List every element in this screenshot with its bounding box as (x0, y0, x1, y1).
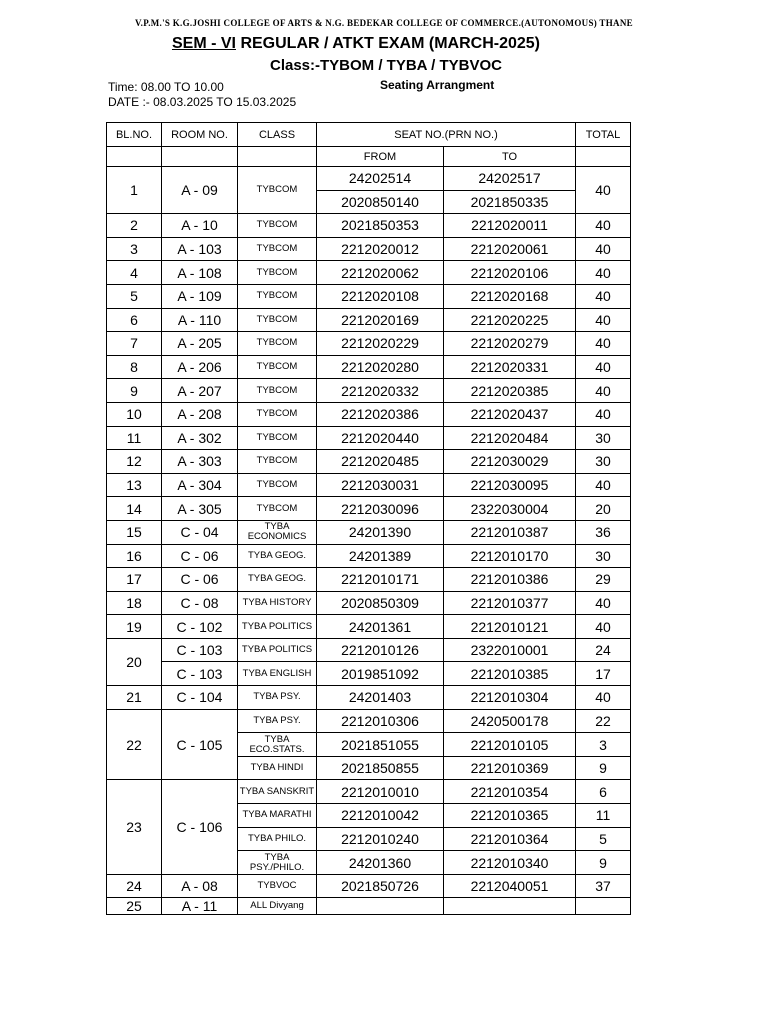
class-name: TYBCOM (238, 497, 317, 521)
bl-no: 9 (107, 379, 162, 403)
class-name: TYBA PSY./PHILO. (238, 851, 317, 875)
seat-from: 24201389 (317, 544, 444, 568)
class-name: TYBVOC (238, 874, 317, 898)
seat-to: 2212010387 (444, 520, 576, 544)
seat-from: 2019851092 (317, 662, 444, 686)
bl-no: 23 (107, 780, 162, 874)
class-name: TYBA POLITICS (238, 615, 317, 639)
class-name: TYBA PSY. (238, 686, 317, 710)
table-row (107, 568, 631, 592)
table-row (107, 332, 631, 356)
seat-to: 2212020168 (444, 284, 576, 308)
class-line: Class:-TYBOM / TYBA / TYBVOC (270, 57, 502, 74)
seat-from: 2212010042 (317, 804, 444, 828)
seat-to: 2212010354 (444, 780, 576, 804)
table-row (107, 615, 631, 639)
table-row (107, 214, 631, 238)
bl-no: 7 (107, 332, 162, 356)
exam-semester: SEM - VI (171, 35, 236, 52)
total-count: 30 (576, 544, 631, 568)
table-row (107, 638, 631, 662)
room-no: A - 108 (162, 261, 238, 285)
class-name: TYBCOM (238, 402, 317, 426)
table-row (107, 874, 631, 898)
table-row (107, 662, 631, 686)
table-row (107, 402, 631, 426)
seat-from: 2212020062 (317, 261, 444, 285)
total-count: 9 (576, 756, 631, 780)
header-total: TOTAL (576, 123, 631, 147)
seat-to: 2212010386 (444, 568, 576, 592)
subheader-empty (107, 147, 162, 167)
total-count: 40 (576, 167, 631, 214)
total-count: 24 (576, 638, 631, 662)
bl-no: 3 (107, 237, 162, 261)
seat-to: 2212020484 (444, 426, 576, 450)
room-no: A - 206 (162, 355, 238, 379)
class-name: TYBCOM (238, 379, 317, 403)
class-name: TYBA POLITICS (238, 638, 317, 662)
bl-no: 17 (107, 568, 162, 592)
header-class: CLASS (238, 123, 317, 147)
bl-no: 6 (107, 308, 162, 332)
room-no: C - 102 (162, 615, 238, 639)
seat-to: 2212010369 (444, 756, 576, 780)
total-count: 40 (576, 214, 631, 238)
seat-from: 24202514 (317, 167, 444, 191)
room-no: C - 08 (162, 591, 238, 615)
total-count: 37 (576, 874, 631, 898)
seat-from: 2212020440 (317, 426, 444, 450)
seat-from: 2212020280 (317, 355, 444, 379)
room-no: C - 06 (162, 544, 238, 568)
table-row (107, 355, 631, 379)
room-no: A - 305 (162, 497, 238, 521)
exam-title-rest: REGULAR / ATKT EXAM (MARCH-2025) (236, 35, 541, 52)
seat-from: 2021851055 (317, 733, 444, 757)
seat-from: 2212020012 (317, 237, 444, 261)
header-from: FROM (317, 147, 444, 167)
table-row (107, 898, 631, 915)
seating-heading: Seating Arrangment (380, 78, 495, 92)
class-name: TYBCOM (238, 355, 317, 379)
class-name: TYBCOM (238, 450, 317, 474)
bl-no: 18 (107, 591, 162, 615)
seat-from (317, 898, 444, 915)
seat-from: 2020850140 (317, 190, 444, 214)
class-name: TYBA HISTORY (238, 591, 317, 615)
class-name: TYBA ECO.STATS. (238, 733, 317, 757)
bl-no: 21 (107, 686, 162, 710)
seat-from: 2021850726 (317, 874, 444, 898)
table-row (107, 284, 631, 308)
total-count: 6 (576, 780, 631, 804)
table-row (107, 450, 631, 474)
class-name: TYBA PSY. (238, 709, 317, 733)
class-name: TYBA GEOG. (238, 568, 317, 592)
seat-to: 24202517 (444, 167, 576, 191)
room-no: C - 106 (162, 780, 238, 874)
table-row (107, 497, 631, 521)
header-to: TO (444, 147, 576, 167)
seat-to: 2212030095 (444, 473, 576, 497)
class-name: TYBA MARATHI (238, 804, 317, 828)
bl-no: 8 (107, 355, 162, 379)
table-row (107, 473, 631, 497)
table-row (107, 426, 631, 450)
table-row (107, 261, 631, 285)
seat-to: 2212020385 (444, 379, 576, 403)
class-name: TYBA GEOG. (238, 544, 317, 568)
bl-no: 13 (107, 473, 162, 497)
seat-to: 2212010364 (444, 827, 576, 851)
total-count: 40 (576, 686, 631, 710)
room-no: A - 103 (162, 237, 238, 261)
class-name: TYBCOM (238, 473, 317, 497)
total-count: 40 (576, 402, 631, 426)
class-name: TYBCOM (238, 167, 317, 214)
class-name: TYBA ECONOMICS (238, 520, 317, 544)
room-no: C - 04 (162, 520, 238, 544)
room-no: A - 302 (162, 426, 238, 450)
bl-no: 20 (107, 638, 162, 685)
room-no: A - 304 (162, 473, 238, 497)
total-count: 29 (576, 568, 631, 592)
bl-no: 24 (107, 874, 162, 898)
seat-to: 2212020011 (444, 214, 576, 238)
seat-from: 2212030096 (317, 497, 444, 521)
header-seat-no: SEAT NO.(PRN NO.) (317, 123, 576, 147)
bl-no: 11 (107, 426, 162, 450)
total-count: 40 (576, 261, 631, 285)
room-no: A - 303 (162, 450, 238, 474)
table-body (107, 167, 631, 915)
table-row (107, 709, 631, 733)
total-count: 40 (576, 355, 631, 379)
room-no: C - 104 (162, 686, 238, 710)
bl-no: 22 (107, 709, 162, 780)
class-name: TYBA SANSKRIT (238, 780, 317, 804)
total-count (576, 898, 631, 915)
seating-table (106, 122, 631, 915)
seat-from: 2212020108 (317, 284, 444, 308)
seat-from: 2212010306 (317, 709, 444, 733)
seat-to: 2322010001 (444, 638, 576, 662)
seat-from: 2021850855 (317, 756, 444, 780)
seat-to: 2212030029 (444, 450, 576, 474)
seat-to: 2212010340 (444, 851, 576, 875)
room-no: A - 109 (162, 284, 238, 308)
seat-to: 2212020331 (444, 355, 576, 379)
exam-time: Time: 08.00 TO 10.00 (108, 80, 224, 94)
subheader-empty (238, 147, 317, 167)
room-no: A - 208 (162, 402, 238, 426)
class-name: TYBCOM (238, 214, 317, 238)
class-name: TYBA HINDI (238, 756, 317, 780)
room-no: C - 105 (162, 709, 238, 780)
total-count: 40 (576, 308, 631, 332)
table-row (107, 780, 631, 804)
table-row (107, 686, 631, 710)
total-count: 36 (576, 520, 631, 544)
seat-to: 2420500178 (444, 709, 576, 733)
total-count: 30 (576, 450, 631, 474)
seat-from: 2212010126 (317, 638, 444, 662)
seat-from: 2212010240 (317, 827, 444, 851)
room-no: A - 110 (162, 308, 238, 332)
total-count: 40 (576, 284, 631, 308)
seat-from: 2020850309 (317, 591, 444, 615)
total-count: 40 (576, 473, 631, 497)
total-count: 11 (576, 804, 631, 828)
seat-to: 2212010170 (444, 544, 576, 568)
seat-to: 2212010365 (444, 804, 576, 828)
total-count: 20 (576, 497, 631, 521)
bl-no: 16 (107, 544, 162, 568)
seat-from: 2212020485 (317, 450, 444, 474)
class-name: TYBA PHILO. (238, 827, 317, 851)
seat-from: 24201403 (317, 686, 444, 710)
seat-to: 2212040051 (444, 874, 576, 898)
room-no: A - 207 (162, 379, 238, 403)
seat-from: 24201390 (317, 520, 444, 544)
room-no: C - 103 (162, 662, 238, 686)
class-name: TYBCOM (238, 261, 317, 285)
total-count: 40 (576, 237, 631, 261)
table-row (107, 520, 631, 544)
seat-to: 2212020225 (444, 308, 576, 332)
total-count: 40 (576, 332, 631, 356)
total-count: 5 (576, 827, 631, 851)
seat-to: 2322030004 (444, 497, 576, 521)
total-count: 30 (576, 426, 631, 450)
class-name: TYBCOM (238, 426, 317, 450)
class-name: TYBCOM (238, 332, 317, 356)
total-count: 17 (576, 662, 631, 686)
class-name: ALL Divyang (238, 898, 317, 915)
table-row (107, 308, 631, 332)
seat-to: 2212010385 (444, 662, 576, 686)
seat-from: 2212020386 (317, 402, 444, 426)
total-count: 22 (576, 709, 631, 733)
seat-from: 24201361 (317, 615, 444, 639)
seat-from: 2212020169 (317, 308, 444, 332)
table-row (107, 237, 631, 261)
class-name: TYBCOM (238, 308, 317, 332)
college-name: V.P.M.'S K.G.JOSHI COLLEGE OF ARTS & N.G. BEDEKAR COLLEGE OF COMMERCE.(AUTONOMOUS) THANE (135, 18, 633, 28)
seat-to: 2212010377 (444, 591, 576, 615)
bl-no: 25 (107, 898, 162, 915)
bl-no: 5 (107, 284, 162, 308)
room-no: A - 08 (162, 874, 238, 898)
seat-from: 2021850353 (317, 214, 444, 238)
total-count: 9 (576, 851, 631, 875)
room-no: A - 09 (162, 167, 238, 214)
exam-date: DATE :- 08.03.2025 TO 15.03.2025 (108, 95, 297, 109)
bl-no: 2 (107, 214, 162, 238)
seat-to: 2212010304 (444, 686, 576, 710)
room-no: C - 103 (162, 638, 238, 662)
subheader-empty (576, 147, 631, 167)
class-name: TYBCOM (238, 237, 317, 261)
seat-to: 2021850335 (444, 190, 576, 214)
bl-no: 10 (107, 402, 162, 426)
bl-no: 12 (107, 450, 162, 474)
table-row (107, 379, 631, 403)
class-name: TYBCOM (238, 284, 317, 308)
room-no: A - 205 (162, 332, 238, 356)
total-count: 40 (576, 379, 631, 403)
total-count: 40 (576, 615, 631, 639)
bl-no: 4 (107, 261, 162, 285)
header-room: ROOM NO. (162, 123, 238, 147)
seat-from: 2212030031 (317, 473, 444, 497)
seat-to: 2212010121 (444, 615, 576, 639)
table-row (107, 544, 631, 568)
seat-from: 2212010171 (317, 568, 444, 592)
bl-no: 14 (107, 497, 162, 521)
seat-from: 2212010010 (317, 780, 444, 804)
room-no: C - 06 (162, 568, 238, 592)
bl-no: 19 (107, 615, 162, 639)
seat-to: 2212020437 (444, 402, 576, 426)
room-no: A - 10 (162, 214, 238, 238)
header-blno: BL.NO. (107, 123, 162, 147)
seat-to: 2212010105 (444, 733, 576, 757)
total-count: 3 (576, 733, 631, 757)
seat-from: 2212020332 (317, 379, 444, 403)
seat-to (444, 898, 576, 915)
table-row (107, 591, 631, 615)
seat-to: 2212020106 (444, 261, 576, 285)
table-row (107, 167, 631, 191)
seat-to: 2212020061 (444, 237, 576, 261)
total-count: 40 (576, 591, 631, 615)
exam-title (0, 35, 712, 53)
seat-to: 2212020279 (444, 332, 576, 356)
bl-no: 1 (107, 167, 162, 214)
seat-from: 2212020229 (317, 332, 444, 356)
bl-no: 15 (107, 520, 162, 544)
room-no: A - 11 (162, 898, 238, 915)
class-name: TYBA ENGLISH (238, 662, 317, 686)
seat-from: 24201360 (317, 851, 444, 875)
subheader-empty (162, 147, 238, 167)
